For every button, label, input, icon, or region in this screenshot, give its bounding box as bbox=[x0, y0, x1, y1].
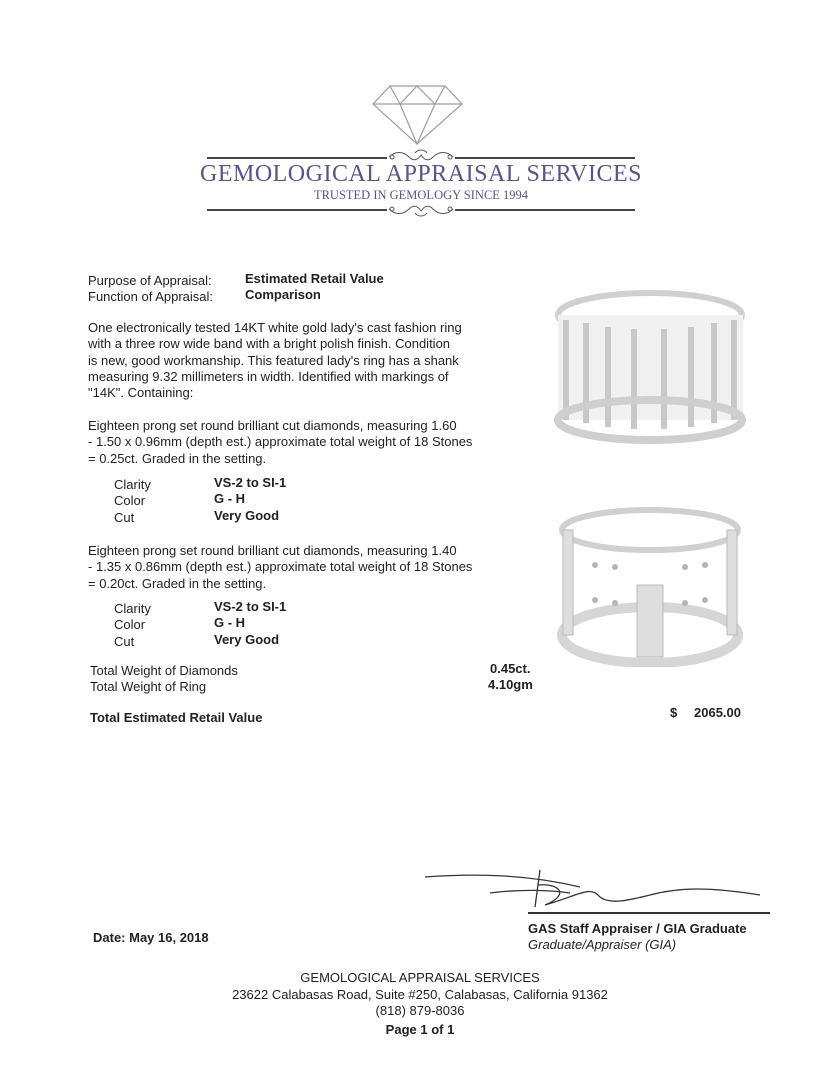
retail-value: 2065.00 bbox=[694, 705, 741, 720]
description bbox=[88, 320, 462, 401]
stone-description bbox=[88, 543, 472, 592]
diamond-weight-value: 0.45ct. bbox=[490, 661, 531, 676]
footer-phone: (818) 879-8036 bbox=[375, 1003, 465, 1018]
appraiser-title: GAS Staff Appraiser / GIA Graduate bbox=[528, 921, 747, 936]
grade-values bbox=[214, 599, 286, 648]
footer-company: GEMOLOGICAL APPRAISAL SERVICES bbox=[300, 970, 540, 985]
ring-image-front bbox=[555, 505, 745, 667]
cut-label: Cut bbox=[114, 633, 135, 649]
function-value: Comparison bbox=[245, 287, 321, 302]
stone-line: - 1.50 x 0.96mm (depth est.) approximate total weight of 18 Stones bbox=[88, 434, 473, 450]
logo-divider-top bbox=[207, 157, 387, 159]
stone-line: Eighteen prong set round brilliant cut diamonds, measuring 1.40 bbox=[88, 543, 457, 558]
company-tagline: TRUSTED IN GEMOLOGY SINCE 1994 bbox=[313, 188, 529, 202]
footer bbox=[0, 970, 829, 1038]
diamond-weight-label: Total Weight of Diamonds bbox=[90, 663, 238, 678]
color-label: Color bbox=[114, 617, 146, 633]
ring-image-side bbox=[553, 285, 748, 450]
clarity-label: Clarity bbox=[114, 601, 151, 616]
ornament-icon bbox=[387, 203, 455, 217]
stone-description bbox=[88, 418, 472, 467]
logo-divider-bottom bbox=[455, 209, 635, 211]
grade-values bbox=[214, 475, 286, 524]
color-value: G - H bbox=[214, 615, 246, 631]
company-name: GEMOLOGICAL APPRAISAL SERVICES bbox=[199, 161, 642, 187]
description-line: is new, good workmanship. This featured lady's ring has a shank bbox=[88, 352, 459, 368]
description-line: with a three row wide band with a bright polish finish. Condition bbox=[88, 336, 451, 352]
clarity-label: Clarity bbox=[114, 477, 151, 492]
footer-address: 23622 Calabasas Road, Suite #250, Calabasas, California 91362 bbox=[232, 986, 608, 1002]
logo-divider-top bbox=[455, 157, 635, 159]
description-line: measuring 9.32 millimeters in width. Identified with markings of bbox=[88, 368, 449, 384]
ring-weight-label: Total Weight of Ring bbox=[90, 679, 207, 694]
signature-line bbox=[528, 912, 770, 914]
stone-line: - 1.35 x 0.86mm (depth est.) approximate total weight of 18 Stones bbox=[88, 559, 473, 575]
function-label: Function of Appraisal: bbox=[88, 289, 214, 304]
cut-value: Very Good bbox=[214, 507, 280, 523]
date: Date: May 16, 2018 bbox=[93, 930, 209, 945]
signature bbox=[420, 865, 770, 910]
stone-line: = 0.25ct. Graded in the setting. bbox=[88, 450, 267, 466]
stone-line: Eighteen prong set round brilliant cut diamonds, measuring 1.60 bbox=[88, 418, 457, 433]
logo-divider-bottom bbox=[207, 209, 387, 211]
diamond-logo-icon bbox=[370, 84, 465, 146]
grade-labels bbox=[114, 477, 151, 526]
cut-value: Very Good bbox=[214, 631, 280, 647]
retail-value-label: Total Estimated Retail Value bbox=[90, 710, 263, 725]
color-value: G - H bbox=[214, 491, 246, 507]
cut-label: Cut bbox=[114, 509, 135, 525]
appraiser-subtitle: Graduate/Appraiser (GIA) bbox=[528, 937, 677, 952]
description-line: "14K". Containing: bbox=[88, 385, 194, 401]
currency-symbol: $ bbox=[670, 705, 678, 720]
stone-line: = 0.20ct. Graded in the setting. bbox=[88, 575, 267, 591]
description-line: One electronically tested 14KT white gold lady's cast fashion ring bbox=[88, 320, 462, 335]
page-number: Page 1 of 1 bbox=[385, 1021, 455, 1037]
clarity-value: VS-2 to SI-1 bbox=[214, 475, 287, 490]
ring-weight-value: 4.10gm bbox=[488, 677, 533, 692]
color-label: Color bbox=[114, 493, 146, 509]
clarity-value: VS-2 to SI-1 bbox=[214, 599, 287, 614]
purpose-value: Estimated Retail Value bbox=[245, 271, 384, 286]
grade-labels bbox=[114, 601, 151, 650]
purpose-label: Purpose of Appraisal: bbox=[88, 273, 212, 288]
